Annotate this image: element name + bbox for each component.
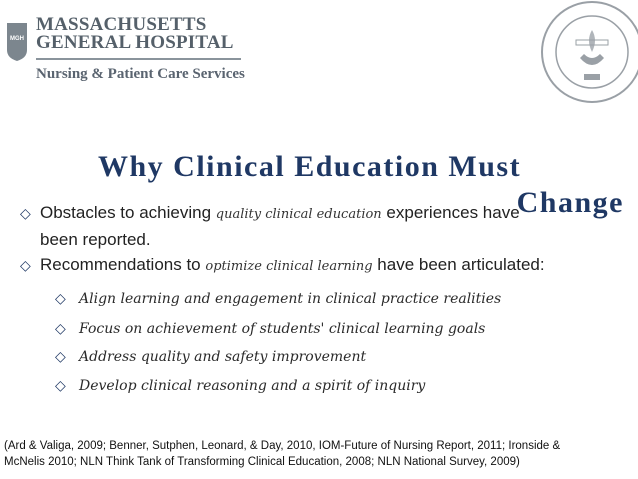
subbullet-item: ◇ Develop clinical reasoning and a spirit of inquiry: [55, 377, 426, 394]
references: (Ard & Valiga, 2009; Benner, Sutphen, Leonard, & Day, 2010, IOM-Future of Nursing Report, 2011; Ironside & McNelis 2010; NLN Think Tank of Transforming Clinical Education, 2008; NLN National Survey, 2009): [4, 440, 561, 468]
diamond-outline-icon: ◇: [20, 205, 31, 221]
diamond-outline-icon: ◇: [55, 377, 66, 393]
diamond-outline-icon: ◇: [55, 290, 66, 306]
diamond-outline-icon: ◇: [20, 257, 31, 273]
subbullet-item: ◇ Address quality and safety improvement: [55, 348, 367, 365]
subbullet-item: ◇ Focus on achievement of students' clinical learning goals: [55, 320, 486, 337]
bullet-recommendations: ◇ Recommendations to optimize clinical learning have been articulated:: [20, 252, 630, 279]
subbullet-item: ◇ Align learning and engagement in clinical practice realities: [55, 290, 502, 307]
mgh-logo: [6, 14, 246, 94]
institute-seal-icon: [536, 0, 638, 115]
logo-divider: [36, 58, 241, 60]
mgh-shield-icon: [6, 22, 28, 62]
title-line2: Change: [516, 186, 624, 219]
bullet-obstacles: ◇ Obstacles to achieving quality clinical education experiences have been reported.: [20, 203, 520, 249]
diamond-outline-icon: ◇: [55, 320, 66, 336]
department-name: Nursing & Patient Care Services: [36, 66, 245, 82]
title-line1: Why Clinical Education Must: [98, 150, 522, 183]
hospital-name: MASSACHUSETTS GENERAL HOSPITAL: [36, 14, 234, 53]
diamond-outline-icon: ◇: [55, 348, 66, 364]
svg-text:MGH: MGH: [10, 36, 24, 42]
